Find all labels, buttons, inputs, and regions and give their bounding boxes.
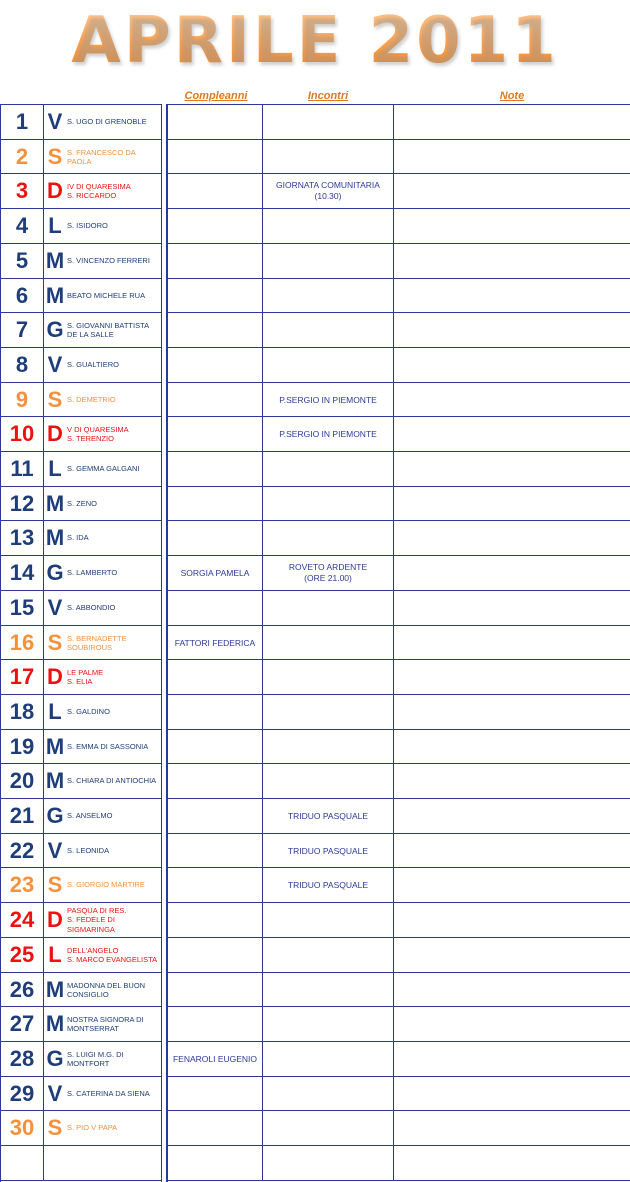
birthday-cell[interactable] bbox=[168, 1111, 263, 1145]
birthday-cell[interactable] bbox=[168, 868, 263, 902]
day-number: 8 bbox=[15, 352, 29, 377]
day-row bbox=[1, 487, 161, 521]
note-cell[interactable] bbox=[394, 348, 630, 382]
meeting-cell[interactable] bbox=[263, 140, 394, 174]
column-divider bbox=[43, 417, 44, 451]
weekday-letter: S bbox=[47, 872, 63, 897]
note-cell[interactable] bbox=[394, 105, 630, 139]
birthday-cell[interactable] bbox=[168, 244, 263, 278]
column-divider bbox=[43, 903, 44, 937]
agenda-row bbox=[168, 174, 630, 209]
meeting-cell[interactable] bbox=[263, 660, 394, 694]
agenda-row bbox=[168, 868, 630, 903]
meeting-cell[interactable] bbox=[263, 591, 394, 625]
agenda-row bbox=[168, 140, 630, 174]
agenda-row bbox=[168, 452, 630, 487]
saint-name: S. VINCENZO FERRERI bbox=[67, 256, 150, 266]
agenda-row bbox=[168, 279, 630, 313]
meeting-cell[interactable] bbox=[263, 938, 394, 972]
column-divider bbox=[43, 1007, 44, 1041]
agenda-row bbox=[168, 244, 630, 279]
birthday-cell[interactable] bbox=[168, 140, 263, 174]
note-cell[interactable] bbox=[394, 1111, 630, 1145]
note-cell[interactable] bbox=[394, 556, 630, 590]
weekday-letter: D bbox=[47, 178, 63, 203]
day-row bbox=[1, 973, 161, 1007]
saint-name: S. DEMETRIO bbox=[67, 395, 116, 405]
meeting-cell[interactable] bbox=[263, 1077, 394, 1111]
day-number: 25 bbox=[9, 942, 35, 967]
birthday-cell[interactable] bbox=[168, 417, 263, 451]
birthday-cell[interactable] bbox=[168, 174, 263, 208]
day-row bbox=[1, 348, 161, 383]
column-divider bbox=[43, 452, 44, 486]
agenda-row bbox=[168, 903, 630, 938]
weekday-letter: M bbox=[45, 977, 65, 1002]
agenda-row bbox=[168, 348, 630, 383]
meeting-cell[interactable] bbox=[263, 348, 394, 382]
saint-name: NOSTRA SIGNORA DI MONTSERRAT bbox=[67, 1014, 144, 1033]
weekday-letter: M bbox=[45, 491, 65, 516]
day-number: 5 bbox=[15, 248, 29, 273]
header-notes: Note bbox=[499, 90, 525, 102]
weekday-letter: V bbox=[47, 1081, 63, 1106]
saint-name: S. CATERINA DA SIENA bbox=[67, 1089, 150, 1099]
saint-name: S. ANSELMO bbox=[67, 811, 113, 821]
meeting-cell[interactable] bbox=[263, 279, 394, 313]
birthday-cell[interactable] bbox=[168, 383, 263, 417]
weekday-letter: M bbox=[45, 525, 65, 550]
meeting-cell[interactable] bbox=[263, 1007, 394, 1041]
day-row bbox=[1, 209, 161, 244]
agenda-row bbox=[168, 1007, 630, 1042]
column-divider bbox=[43, 1146, 44, 1180]
column-divider bbox=[43, 660, 44, 694]
day-number: 27 bbox=[9, 1011, 35, 1036]
agenda-row bbox=[168, 834, 630, 868]
birthday-cell[interactable] bbox=[168, 452, 263, 486]
weekday-letter: V bbox=[47, 109, 63, 134]
column-divider bbox=[43, 764, 44, 798]
day-row bbox=[1, 244, 161, 279]
note-cell[interactable] bbox=[394, 938, 630, 972]
day-number: 2 bbox=[15, 144, 29, 169]
note-cell[interactable] bbox=[394, 1146, 630, 1180]
day-number: 4 bbox=[15, 213, 29, 238]
agenda-row bbox=[168, 417, 630, 452]
agenda-row bbox=[168, 1111, 630, 1146]
birthday-cell[interactable] bbox=[168, 695, 263, 729]
day-row bbox=[1, 383, 161, 417]
column-divider bbox=[43, 591, 44, 625]
note-cell[interactable] bbox=[394, 521, 630, 555]
note-cell[interactable] bbox=[394, 591, 630, 625]
meeting-cell[interactable] bbox=[263, 626, 394, 660]
saint-name: S. ISIDORO bbox=[67, 221, 108, 231]
birthday-cell[interactable] bbox=[168, 591, 263, 625]
saint-name: S. GIORGIO MARTIRE bbox=[67, 880, 145, 890]
day-number: 12 bbox=[9, 491, 35, 516]
birthday-cell[interactable]: SORGIA PAMELA bbox=[168, 556, 263, 590]
day-number: 3 bbox=[15, 178, 29, 203]
birthday-cell[interactable] bbox=[168, 487, 263, 521]
column-divider bbox=[43, 140, 44, 173]
weekday-letter: M bbox=[45, 734, 65, 759]
meeting-cell[interactable] bbox=[263, 695, 394, 729]
agenda-row bbox=[168, 1077, 630, 1111]
saint-name: S. EMMA DI SASSONIA bbox=[67, 742, 149, 752]
day-row bbox=[1, 903, 161, 938]
saint-name: S. LAMBERTO bbox=[67, 568, 118, 578]
weekday-letter: L bbox=[48, 456, 62, 481]
day-row bbox=[1, 1111, 161, 1146]
saint-name: S. UGO DI GRENOBLE bbox=[67, 117, 147, 127]
day-number: 22 bbox=[9, 838, 35, 863]
column-divider bbox=[43, 626, 44, 659]
day-number: 9 bbox=[15, 387, 29, 412]
birthday-cell[interactable] bbox=[168, 313, 263, 347]
birthday-cell[interactable] bbox=[168, 730, 263, 764]
meeting-cell[interactable]: P.SERGIO IN PIEMONTE bbox=[263, 417, 394, 451]
agenda-row bbox=[168, 973, 630, 1007]
birthday-cell[interactable]: FENAROLI EUGENIO bbox=[168, 1042, 263, 1076]
day-row bbox=[1, 730, 161, 764]
note-cell[interactable] bbox=[394, 903, 630, 937]
note-cell[interactable] bbox=[394, 1042, 630, 1076]
agenda-row bbox=[168, 660, 630, 695]
day-number: 29 bbox=[9, 1081, 35, 1106]
day-row bbox=[1, 626, 161, 660]
weekday-letter: M bbox=[45, 248, 65, 273]
agenda-row bbox=[168, 799, 630, 834]
column-divider bbox=[43, 938, 44, 972]
day-row bbox=[1, 591, 161, 626]
note-cell[interactable] bbox=[394, 313, 630, 347]
day-number: 20 bbox=[9, 768, 35, 793]
birthday-cell[interactable] bbox=[168, 938, 263, 972]
note-cell[interactable] bbox=[394, 417, 630, 451]
birthday-cell[interactable] bbox=[168, 348, 263, 382]
column-divider bbox=[43, 799, 44, 833]
weekday-letter: M bbox=[45, 283, 65, 308]
column-divider bbox=[43, 521, 44, 555]
birthday-cell[interactable] bbox=[168, 521, 263, 555]
column-divider bbox=[43, 695, 44, 729]
birthday-cell[interactable] bbox=[168, 799, 263, 833]
column-divider bbox=[43, 487, 44, 520]
birthday-cell[interactable] bbox=[168, 105, 263, 139]
meeting-cell[interactable] bbox=[263, 973, 394, 1007]
day-row bbox=[1, 938, 161, 973]
note-cell[interactable] bbox=[394, 174, 630, 208]
weekday-letter: L bbox=[48, 942, 62, 967]
meeting-cell[interactable] bbox=[263, 313, 394, 347]
meeting-cell[interactable] bbox=[263, 244, 394, 278]
day-number: 6 bbox=[15, 283, 29, 308]
day-row bbox=[1, 279, 161, 313]
saint-name: V DI QUARESIMA S. TERENZIO bbox=[67, 424, 129, 443]
day-number: 28 bbox=[9, 1046, 35, 1071]
saint-name: PASQUA DI RES. S. FEDELE DI SIGMARINGA bbox=[67, 905, 127, 934]
saint-name: S. CHIARA DI ANTIOCHIA bbox=[67, 776, 157, 786]
day-row bbox=[1, 452, 161, 487]
day-number: 15 bbox=[9, 595, 35, 620]
column-divider bbox=[43, 556, 44, 590]
column-divider bbox=[43, 383, 44, 416]
day-row bbox=[1, 764, 161, 799]
weekday-letter: L bbox=[48, 699, 62, 724]
agenda-row bbox=[168, 1042, 630, 1077]
column-divider bbox=[43, 209, 44, 243]
day-row bbox=[1, 1077, 161, 1111]
saint-name: S. LEONIDA bbox=[67, 846, 110, 856]
agenda-table bbox=[166, 104, 630, 1182]
day-row bbox=[1, 417, 161, 452]
days-table bbox=[0, 104, 162, 1182]
day-row bbox=[1, 556, 161, 591]
agenda-row bbox=[168, 209, 630, 244]
day-number: 1 bbox=[15, 109, 29, 134]
note-cell[interactable] bbox=[394, 1077, 630, 1111]
weekday-letter: S bbox=[47, 144, 63, 169]
note-cell[interactable] bbox=[394, 626, 630, 660]
weekday-letter: V bbox=[47, 595, 63, 620]
birthday-cell[interactable] bbox=[168, 1007, 263, 1041]
day-number: 7 bbox=[15, 317, 29, 342]
meeting-cell[interactable] bbox=[263, 1042, 394, 1076]
weekday-letter: S bbox=[47, 387, 63, 412]
agenda-row bbox=[168, 313, 630, 348]
saint-name: S. GALDINO bbox=[67, 707, 110, 717]
birthday-cell[interactable] bbox=[168, 1077, 263, 1111]
note-cell[interactable] bbox=[394, 660, 630, 694]
agenda-row bbox=[168, 383, 630, 417]
agenda-row bbox=[168, 730, 630, 764]
day-number: 24 bbox=[9, 907, 35, 932]
agenda-row bbox=[168, 626, 630, 660]
day-number: 11 bbox=[10, 456, 34, 481]
birthday-cell[interactable] bbox=[168, 279, 263, 313]
day-row bbox=[1, 1146, 161, 1181]
day-row bbox=[1, 140, 161, 174]
note-cell[interactable] bbox=[394, 279, 630, 313]
weekday-letter: G bbox=[46, 317, 64, 342]
saint-name: BEATO MICHELE RUA bbox=[67, 291, 146, 301]
day-number: 18 bbox=[9, 699, 35, 724]
agenda-row bbox=[168, 1146, 630, 1181]
column-divider bbox=[43, 834, 44, 867]
saint-name: LE PALME S. ELIA bbox=[67, 667, 104, 686]
day-number: 26 bbox=[9, 977, 35, 1002]
day-number: 10 bbox=[9, 421, 35, 446]
day-row bbox=[1, 660, 161, 695]
weekday-letter: M bbox=[45, 1011, 65, 1036]
column-divider bbox=[43, 279, 44, 312]
weekday-letter: M bbox=[45, 768, 65, 793]
meeting-cell[interactable]: TRIDUO PASQUALE bbox=[263, 868, 394, 902]
day-row bbox=[1, 834, 161, 868]
saint-name: S. LUIGI M.G. DI MONTFORT bbox=[67, 1049, 124, 1068]
header-meetings: Incontri bbox=[307, 90, 349, 102]
saint-name: S. GUALTIERO bbox=[67, 360, 119, 370]
note-cell[interactable] bbox=[394, 1007, 630, 1041]
weekday-letter: V bbox=[47, 838, 63, 863]
saint-name: IV DI QUARESIMA S. RICCARDO bbox=[67, 181, 131, 200]
column-divider bbox=[43, 868, 44, 902]
note-cell[interactable] bbox=[394, 695, 630, 729]
saint-name: S. FRANCESCO DA PAOLA bbox=[67, 147, 136, 166]
saint-name: S. ABBONDIO bbox=[67, 603, 116, 613]
agenda-row bbox=[168, 695, 630, 730]
day-number: 30 bbox=[9, 1115, 35, 1140]
meeting-cell[interactable]: P.SERGIO IN PIEMONTE bbox=[263, 383, 394, 417]
birthday-cell[interactable] bbox=[168, 973, 263, 1007]
agenda-row bbox=[168, 764, 630, 799]
column-divider bbox=[43, 1111, 44, 1145]
day-number: 13 bbox=[9, 525, 35, 550]
day-row bbox=[1, 1042, 161, 1077]
day-row bbox=[1, 313, 161, 348]
note-cell[interactable] bbox=[394, 799, 630, 833]
weekday-letter: S bbox=[47, 1115, 63, 1140]
meeting-cell[interactable]: ROVETO ARDENTE (ORE 21.00) bbox=[263, 556, 394, 590]
agenda-row bbox=[168, 591, 630, 626]
column-divider bbox=[43, 313, 44, 347]
day-number: 23 bbox=[9, 872, 35, 897]
meeting-cell[interactable] bbox=[263, 1146, 394, 1180]
birthday-cell[interactable] bbox=[168, 903, 263, 937]
day-row bbox=[1, 105, 161, 140]
meeting-cell[interactable] bbox=[263, 452, 394, 486]
weekday-letter: S bbox=[47, 630, 63, 655]
note-cell[interactable] bbox=[394, 487, 630, 521]
column-divider bbox=[43, 244, 44, 278]
column-divider bbox=[43, 174, 44, 208]
meeting-cell[interactable] bbox=[263, 903, 394, 937]
agenda-row bbox=[168, 105, 630, 140]
meeting-cell[interactable] bbox=[263, 730, 394, 764]
saint-name: S. PIO V PAPA bbox=[67, 1123, 118, 1133]
saint-name: S. GIOVANNI BATTISTA DE LA SALLE bbox=[67, 320, 149, 339]
meeting-cell[interactable]: TRIDUO PASQUALE bbox=[263, 834, 394, 868]
saint-name: S. IDA bbox=[67, 533, 89, 543]
weekday-letter: D bbox=[47, 421, 63, 446]
note-cell[interactable] bbox=[394, 764, 630, 798]
saint-name: S. ZENO bbox=[67, 499, 98, 509]
page-title: APRILE 2011 bbox=[0, 0, 630, 82]
note-cell[interactable] bbox=[394, 383, 630, 417]
day-row bbox=[1, 799, 161, 834]
agenda-row bbox=[168, 556, 630, 591]
note-cell[interactable] bbox=[394, 973, 630, 1007]
day-number: 16 bbox=[9, 630, 35, 655]
column-divider bbox=[43, 730, 44, 763]
meeting-cell[interactable] bbox=[263, 1111, 394, 1145]
agenda-row bbox=[168, 938, 630, 973]
note-cell[interactable] bbox=[394, 244, 630, 278]
day-number: 19 bbox=[9, 734, 35, 759]
birthday-cell[interactable] bbox=[168, 1146, 263, 1180]
meeting-cell[interactable]: TRIDUO PASQUALE bbox=[263, 799, 394, 833]
weekday-letter: V bbox=[47, 352, 63, 377]
note-cell[interactable] bbox=[394, 868, 630, 902]
note-cell[interactable] bbox=[394, 140, 630, 174]
weekday-letter: G bbox=[46, 803, 64, 828]
meeting-cell[interactable] bbox=[263, 209, 394, 243]
day-row bbox=[1, 521, 161, 556]
day-number: 17 bbox=[9, 664, 35, 689]
header-birthdays: Compleanni bbox=[184, 90, 248, 102]
day-row bbox=[1, 868, 161, 903]
column-divider bbox=[43, 1042, 44, 1076]
birthday-cell[interactable] bbox=[168, 209, 263, 243]
column-divider bbox=[43, 1077, 44, 1110]
meeting-cell[interactable] bbox=[263, 521, 394, 555]
weekday-letter: G bbox=[46, 1046, 64, 1071]
agenda-row bbox=[168, 487, 630, 521]
meeting-cell[interactable] bbox=[263, 105, 394, 139]
birthday-cell[interactable]: FATTORI FEDERICA bbox=[168, 626, 263, 660]
weekday-letter: D bbox=[47, 664, 63, 689]
weekday-letter: G bbox=[46, 560, 64, 585]
birthday-cell[interactable] bbox=[168, 764, 263, 798]
column-divider bbox=[43, 973, 44, 1006]
note-cell[interactable] bbox=[394, 452, 630, 486]
birthday-cell[interactable] bbox=[168, 660, 263, 694]
day-row bbox=[1, 695, 161, 730]
column-divider bbox=[43, 105, 44, 139]
note-cell[interactable] bbox=[394, 209, 630, 243]
agenda-row bbox=[168, 521, 630, 556]
saint-name: MADONNA DEL BUON CONSIGLIO bbox=[67, 980, 146, 999]
day-row bbox=[1, 174, 161, 209]
day-number: 14 bbox=[9, 560, 35, 585]
weekday-letter: D bbox=[47, 907, 63, 932]
note-cell[interactable] bbox=[394, 730, 630, 764]
day-number: 21 bbox=[9, 803, 35, 828]
saint-name: S. BERNADETTE SOUBIROUS bbox=[67, 633, 127, 652]
saint-name: S. GEMMA GALGANI bbox=[67, 464, 140, 474]
birthday-cell[interactable] bbox=[168, 834, 263, 868]
day-row bbox=[1, 1007, 161, 1042]
saint-name: DELL'ANGELO S. MARCO EVANGELISTA bbox=[67, 945, 158, 964]
meeting-cell[interactable]: GIORNATA COMUNITARIA (10.30) bbox=[263, 174, 394, 208]
weekday-letter: L bbox=[48, 213, 62, 238]
meeting-cell[interactable] bbox=[263, 764, 394, 798]
meeting-cell[interactable] bbox=[263, 487, 394, 521]
column-divider bbox=[43, 348, 44, 382]
note-cell[interactable] bbox=[394, 834, 630, 868]
